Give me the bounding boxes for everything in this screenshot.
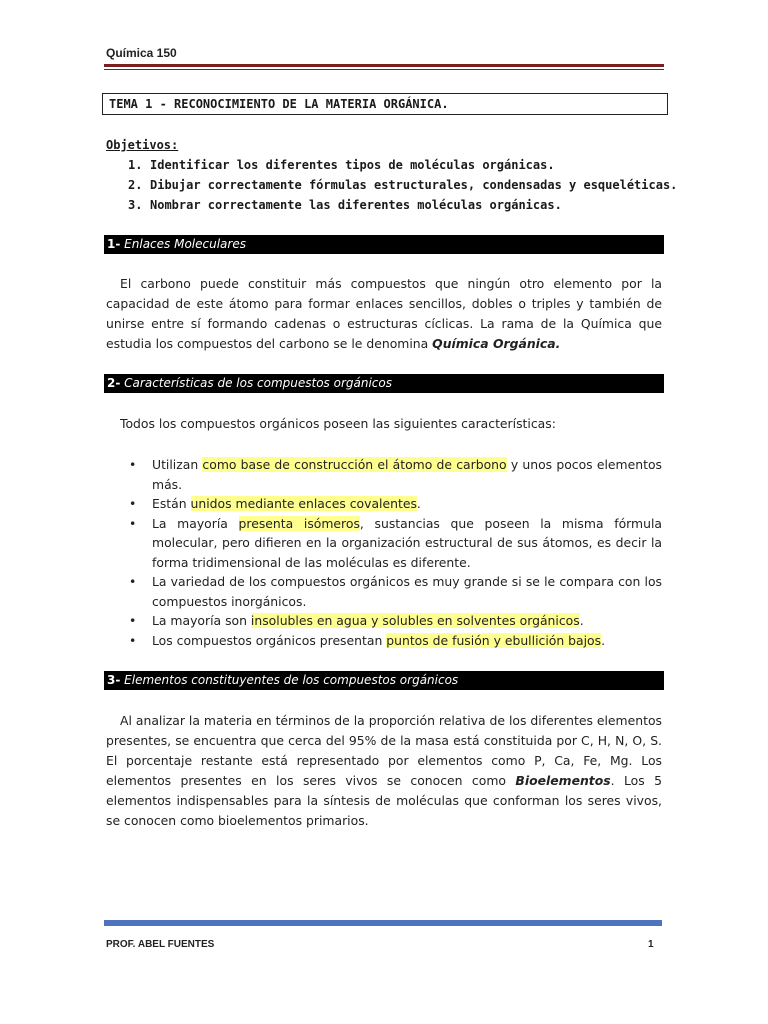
objective-item xyxy=(128,178,677,192)
section-heading-1 xyxy=(104,235,664,254)
paragraph-text: Todos los compuestos orgánicos poseen las siguientes características: xyxy=(120,416,556,431)
page-number: 1 xyxy=(648,939,654,950)
paragraph-emphasis: Química Orgánica. xyxy=(432,336,561,351)
paragraph-elementos xyxy=(106,711,662,831)
list-item: • La mayoría presenta isómeros, sustancias que poseen la misma fórmula molecular, pero difieren en la organización estructural de sus átomos, es decir la forma tridimensional de las moléculas es diferente. xyxy=(129,515,662,570)
list-item: • La mayoría son insolubles en agua y solubles en solventes orgánicos. xyxy=(106,611,662,631)
objectives-heading: Objetivos: xyxy=(106,138,179,152)
section-number: 2- xyxy=(107,376,121,390)
highlighted-text: insolubles en agua y solubles en solventes orgánicos xyxy=(250,613,580,628)
paragraph-emphasis: Bioelementos xyxy=(515,773,611,788)
bullet-icon: • xyxy=(129,515,137,531)
bullet-icon: • xyxy=(129,574,137,589)
highlighted-text: presenta isómeros xyxy=(238,515,360,531)
highlighted-text: puntos de fusión y ebullición bajos xyxy=(386,632,602,648)
bullet-icon: • xyxy=(129,457,137,472)
paragraph-text: El carbono puede constituir más compuestos que ningún otro elemento por la capacidad de este átomo para formar enlaces sencillos, dobles o triples y también de unirse entre sí formando cadenas o estructuras cíclicas. La rama de la Química que estudia los compuestos del carbono se le denomina xyxy=(106,276,662,351)
highlighted-text: como base de construcción el átomo de carbono xyxy=(202,457,507,472)
footer-rule xyxy=(104,920,662,926)
tema-title: TEMA 1 - RECONOCIMIENTO DE LA MATERIA ORGÁNICA. xyxy=(109,97,449,111)
footer-author: PROF. ABEL FUENTES xyxy=(106,939,215,950)
section-number: 3- xyxy=(107,673,121,687)
objective-text: Identificar los diferentes tipos de moléculas orgánicas. xyxy=(150,158,555,172)
bullet-icon: • xyxy=(129,496,137,511)
objective-text: Nombrar correctamente las diferentes moléculas orgánicas. xyxy=(150,198,562,212)
objective-number: 2. xyxy=(128,178,143,192)
section-title: Elementos constituyentes de los compuestos orgánicos xyxy=(124,673,459,687)
list-item: • Utilizan como base de construcción el átomo de carbono y unos pocos elementos más. xyxy=(129,457,662,492)
objective-number: 3. xyxy=(128,198,143,212)
paragraph-text: . Los 5 elementos indispensables para la síntesis de moléculas que conforman los seres vivos, se conocen como bioelementos primarios. xyxy=(106,773,663,828)
bullet-icon: • xyxy=(129,613,137,628)
objective-number: 1. xyxy=(128,158,143,172)
objective-text: Dibujar correctamente fórmulas estructurales, condensadas y esqueléticas. xyxy=(150,178,678,192)
highlighted-text: unidos mediante enlaces covalentes xyxy=(190,496,417,511)
objective-item xyxy=(128,158,555,172)
header-rule xyxy=(104,64,664,67)
section-title: Enlaces Moleculares xyxy=(124,237,246,251)
section-heading-2 xyxy=(104,374,664,393)
paragraph-text: Al analizar la materia en términos de la proporción relativa de los diferentes elementos presentes, se encuentra que cerca del 95% de la masa está constituida por C, H, N, O, S. El porcentaje restante está representado por elementos como P, Ca, Fe, Mg. Los elementos presentes en los seres vivos se conocen como xyxy=(106,713,662,788)
header-title: Química 150 xyxy=(106,46,177,60)
section-number: 1- xyxy=(107,237,121,251)
paragraph-intro xyxy=(106,414,662,434)
objective-item xyxy=(128,198,562,212)
header-rule-thin xyxy=(104,69,664,70)
list-item: • Están unidos mediante enlaces covalentes. xyxy=(106,494,662,514)
tema-title-box xyxy=(102,93,668,115)
section-heading-3 xyxy=(104,671,664,690)
paragraph-enlaces xyxy=(106,274,662,354)
list-item: • Los compuestos orgánicos presentan puntos de fusión y ebullición bajos. xyxy=(106,631,662,651)
list-item: • La variedad de los compuestos orgánicos es muy grande si se le compara con los compuestos inorgánicos. xyxy=(129,574,662,609)
section-title: Características de los compuestos orgánicos xyxy=(124,376,392,390)
characteristics-list xyxy=(106,455,662,650)
bullet-icon: • xyxy=(129,632,137,648)
